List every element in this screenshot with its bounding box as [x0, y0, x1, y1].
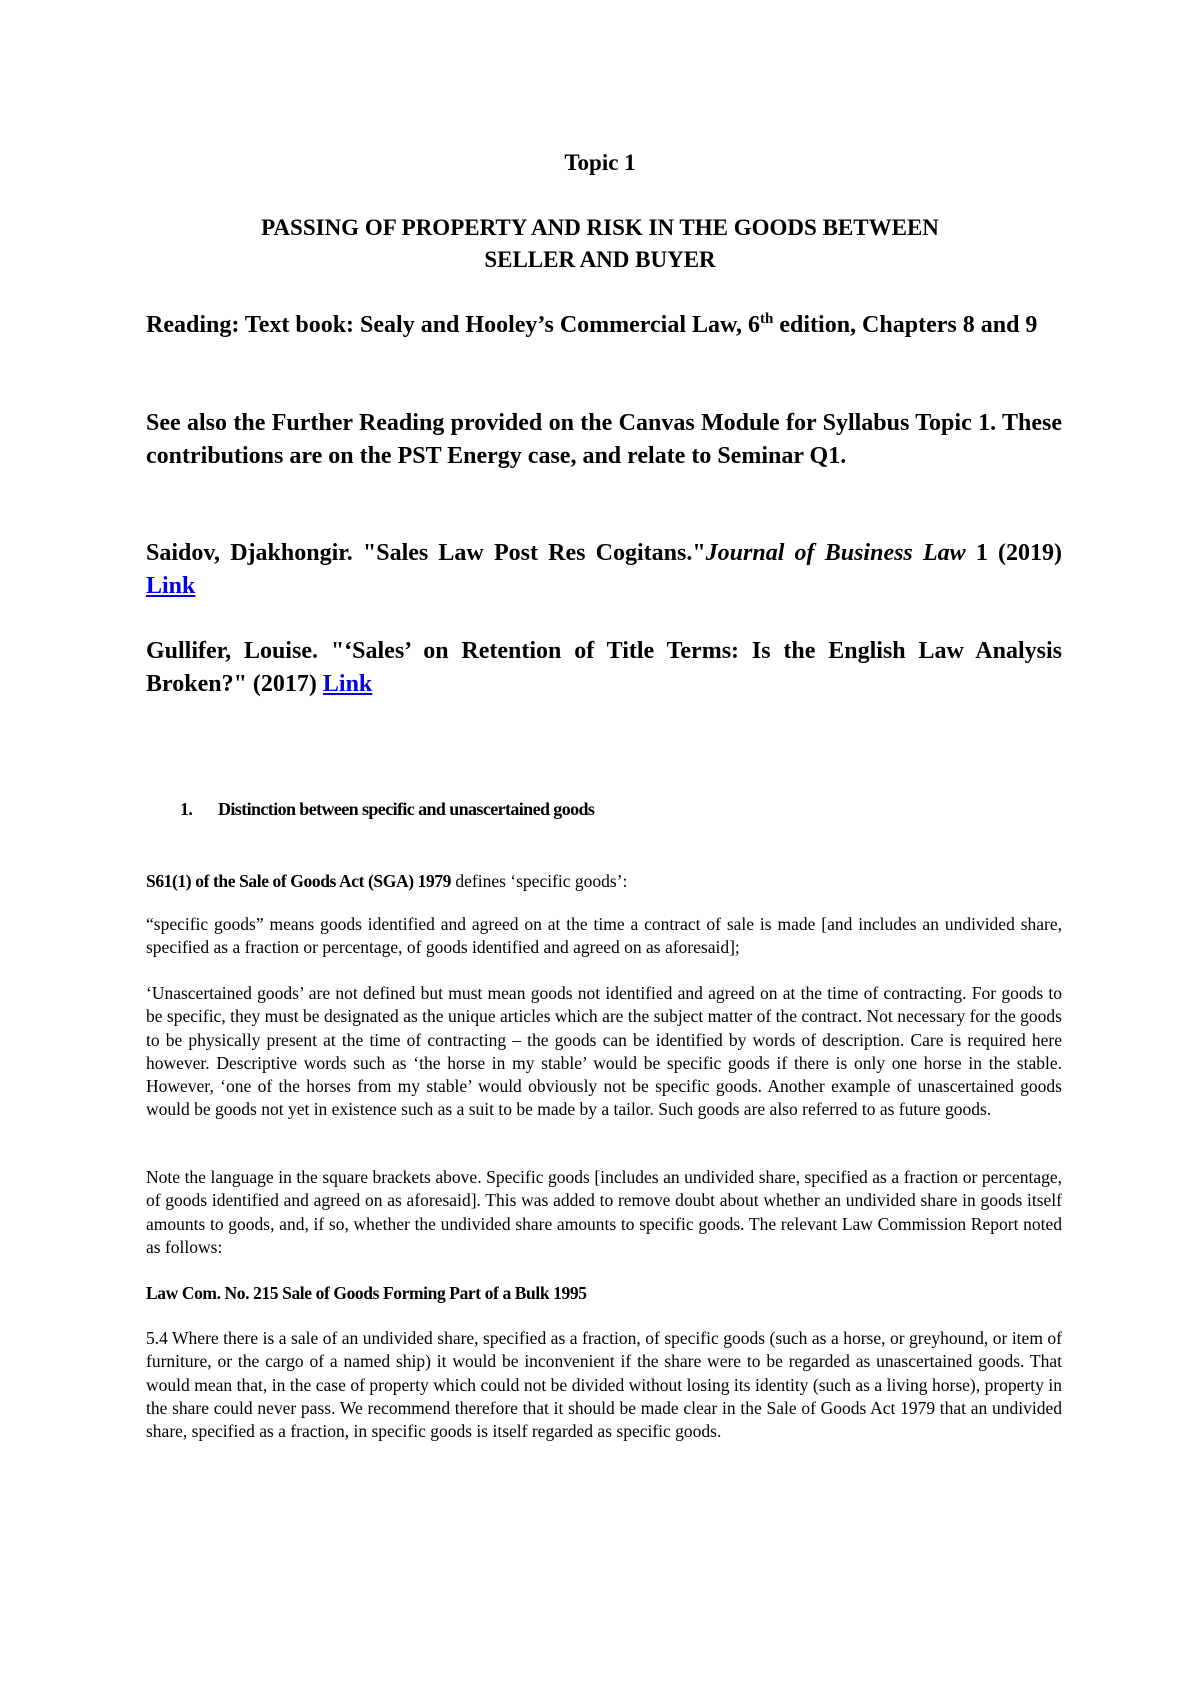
reference-tail: 1 (2019) [965, 540, 1063, 566]
reference-link-saidov[interactable]: Link [146, 573, 196, 599]
reference-saidov [146, 537, 1062, 603]
reference-link-gullifer[interactable]: Link [322, 671, 373, 697]
note-paragraph: Note the language in the square brackets above. Specific goods [includes an undivided share, specified as a fraction or percentage, of goods identified and agreed on as aforesaid]. This was added to remove doubt about whether an undivided share in goods itself amounts to goods, and, if so, whether the undivided share amounts to specific goods. The relevant Law Commission Report noted as follows: [146, 1167, 1062, 1257]
section-number: 1. [180, 799, 193, 819]
see-also-paragraph: See also the Further Reading provided on the Canvas Module for Syllabus Topic 1. These contributions are on the PST Energy case, and relate to Seminar Q1. [146, 410, 1062, 469]
edition-superscript: th [760, 311, 774, 327]
section-heading [180, 797, 594, 821]
document-title [140, 212, 1060, 276]
law-commission-heading: Law Com. No. 215 Sale of Goods Forming Part of a Bulk 1995 [146, 1283, 587, 1303]
statute-intro-text: defines ‘specific goods’: [451, 871, 628, 891]
law-commission-quote: 5.4 Where there is a sale of an undivided share, specified as a fraction, of specific goods (such as a horse, or greyhound, or item of furniture, or the cargo of a named ship) it would be inconvenient if the share were to be regarded as unascertained goods. That would mean that, in the case of property which could not be divided without losing its identity (such as a living horse), property in the share could never pass. We recommend therefore that it should be made clear in the Sale of Goods Act 1979 that an undivided share, specified as a fraction, in specific goods is itself regarded as specific goods. [146, 1328, 1062, 1442]
unascertained-goods-paragraph: ‘Unascertained goods’ are not defined but must mean goods not identified and agreed on at the time of contracting. For goods to be specific, they must be designated as the unique articles which are the subject matter of the contract. Not necessary for the goods to be physically present at the time of contracting – the goods can be identified by words of description. Care is required here however. Descriptive words such as ‘the horse in my stable’ would be specific goods if there is only one horse in the stable. However, ‘one of the horses from my stable’ would obviously not be specific goods. Another example of unascertained goods would be goods not yet in existence such as a suit to be made by a tailor. Such goods are also referred to as future goods. [146, 983, 1062, 1120]
topic-label: Topic 1 [564, 150, 636, 175]
reference-title: "‘Sales’ on Retention of Title Terms: Is the English Law Analysis Broken?" [146, 638, 1062, 697]
s61-intro [146, 870, 1062, 893]
reading-suffix: edition, Chapters 8 and 9 [773, 312, 1038, 338]
specific-goods-definition: “specific goods” means goods identified and agreed on at the time a contract of sale is made [and includes an undivided share, specified as a fraction or percentage, of goods identified and agreed on as aforesaid]; [146, 914, 1062, 958]
reference-title: "Sales Law Post Res Cogitans." [362, 540, 706, 566]
reference-gullifer [146, 635, 1062, 701]
reference-authors: Saidov, Djakhongir. [146, 540, 363, 566]
section-title: Distinction between specific and unascertained goods [218, 799, 595, 819]
title-line-1: PASSING OF PROPERTY AND RISK IN THE GOODS BETWEEN [261, 215, 939, 240]
reading-paragraph [146, 309, 1062, 342]
reading-prefix: Reading: Text book: Sealy and Hooley’s Commercial Law, 6 [146, 312, 761, 338]
reference-journal: Journal of Business Law [705, 540, 966, 566]
statute-reference: S61(1) of the Sale of Goods Act (SGA) 1979 [146, 871, 451, 891]
reference-authors: Gullifer, Louise. [146, 638, 331, 664]
title-line-2: SELLER AND BUYER [484, 247, 716, 272]
reference-tail: (2017) [246, 671, 323, 697]
